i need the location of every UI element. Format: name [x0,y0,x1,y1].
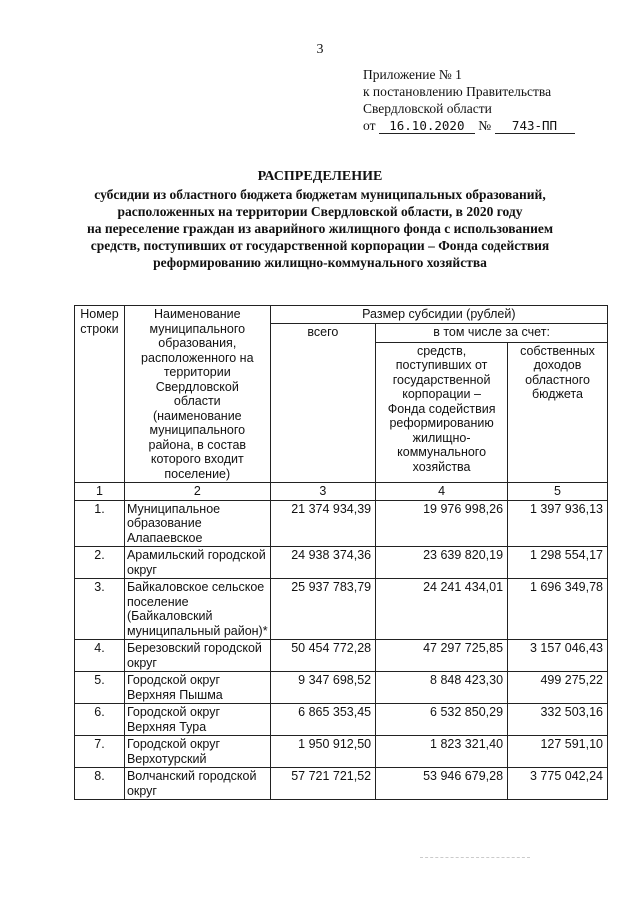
municipality-name: Волчанский городской округ [124,768,270,800]
regional-amount: 1 696 349,78 [508,579,608,640]
heading-line-5: реформированию жилищно-коммунального хозяйства [153,255,487,270]
table-row [75,768,608,800]
regional-amount: 3 157 046,43 [508,640,608,672]
decree-date: 16.10.2020 [379,119,475,134]
document-title: РАСПРЕДЕЛЕНИЕ [257,169,383,184]
row-number: 6. [75,704,125,736]
fund-amount: 23 639 820,19 [376,547,508,579]
decree-number: 743-ПП [495,119,575,134]
from-label: от [363,118,376,133]
municipality-name: Байкаловское сельское поселение (Байкаловский муниципальный район)* [124,579,270,640]
total-amount: 1 950 912,50 [270,736,375,768]
header-including: в том числе за счет: [376,323,608,342]
header-subsidy-size: Размер субсидии (рублей) [270,306,607,324]
total-amount: 25 937 783,79 [270,579,375,640]
column-numbers-row [75,483,608,501]
regional-amount: 127 591,10 [508,736,608,768]
appendix-block [363,66,575,134]
fund-amount: 8 848 423,30 [376,672,508,704]
column-number: 4 [376,483,508,501]
total-amount: 9 347 698,52 [270,672,375,704]
heading-line-3: на переселение граждан из аварийного жилищного фонда с использованием [86,221,554,236]
number-label: № [478,118,492,133]
header-total: всего [270,323,375,483]
fund-amount: 47 297 725,85 [376,640,508,672]
column-number: 2 [124,483,270,501]
municipality-name: Арамильский городской округ [124,547,270,579]
stamp-mark [420,825,510,865]
heading-line-4: средств, поступивших от государственной корпорации – Фонда содействия [90,238,550,253]
fund-amount: 53 946 679,28 [376,768,508,800]
fund-amount: 24 241 434,01 [376,579,508,640]
table-row [75,736,608,768]
row-number: 7. [75,736,125,768]
regional-amount: 1 397 936,13 [508,500,608,547]
total-amount: 6 865 353,45 [270,704,375,736]
municipality-name: Городской округ Верхотурский [124,736,270,768]
header-name: Наименование муниципального образования, расположенного на территории Свердловской области (наименование муниципального района, в состав которого входит поселение) [124,306,270,483]
table-row [75,640,608,672]
appendix-line-3: Свердловской области [363,101,492,116]
municipality-name: Городской округ Верхняя Пышма [124,672,270,704]
fund-amount: 19 976 998,26 [376,500,508,547]
total-amount: 57 721 721,52 [270,768,375,800]
table-row [75,579,608,640]
row-number: 3. [75,579,125,640]
table-row [75,547,608,579]
row-number: 2. [75,547,125,579]
regional-amount: 1 298 554,17 [508,547,608,579]
appendix-date-line [363,117,575,134]
appendix-line-1: Приложение № 1 [363,67,462,82]
municipality-name: Березовский городской округ [124,640,270,672]
column-number: 5 [508,483,608,501]
fund-amount: 1 823 321,40 [376,736,508,768]
header-row-number: Номер строки [75,306,125,483]
total-amount: 24 938 374,36 [270,547,375,579]
regional-amount: 3 775 042,24 [508,768,608,800]
row-number: 4. [75,640,125,672]
total-amount: 50 454 772,28 [270,640,375,672]
table-row [75,500,608,547]
row-number: 1. [75,500,125,547]
appendix-line-2: к постановлению Правительства [363,84,552,99]
column-number: 1 [75,483,125,501]
heading-line-1: субсидии из областного бюджета бюджетам муниципальных образований, [94,187,546,202]
table-row [75,704,608,736]
header-fund: средств, поступивших от государственной корпорации – Фонда содействия реформированию жилищно-коммунального хозяйства [376,342,508,483]
regional-amount: 332 503,16 [508,704,608,736]
municipality-name: Городской округ Верхняя Тура [124,704,270,736]
row-number: 8. [75,768,125,800]
page-number: 3 [316,42,324,57]
header-regional: собственных доходов областного бюджета [508,342,608,483]
document-heading [40,168,600,271]
municipality-name: Муниципальное образование Алапаевское [124,500,270,547]
total-amount: 21 374 934,39 [270,500,375,547]
column-number: 3 [270,483,375,501]
regional-amount: 499 275,22 [508,672,608,704]
fund-amount: 6 532 850,29 [376,704,508,736]
heading-line-2: расположенных на территории Свердловской области, в 2020 году [117,204,523,219]
table-row [75,672,608,704]
subsidy-table [74,305,608,800]
row-number: 5. [75,672,125,704]
